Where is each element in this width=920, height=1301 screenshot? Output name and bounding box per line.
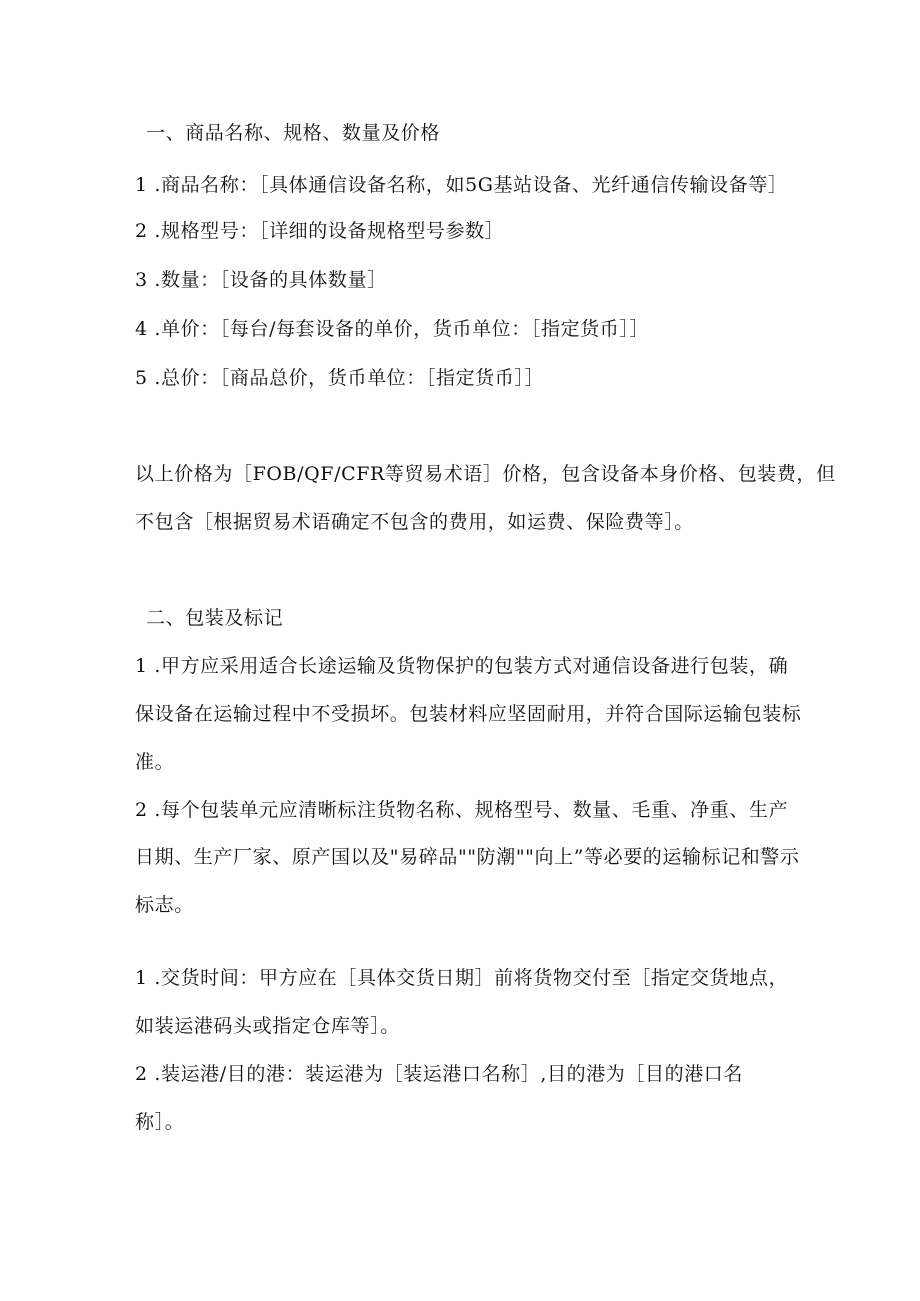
packing-item-2-line-1: 2 .每个包装单元应清晰标注货物名称、规格型号、数量、毛重、净重、生产 bbox=[135, 799, 789, 821]
item-spec-model: 2 .规格型号：［详细的设备规格型号参数］ bbox=[135, 220, 505, 242]
item-total-price: 5 .总价：［商品总价，货币单位：［指定货币］］ bbox=[135, 367, 545, 389]
delivery-item-1-line-2: 如装运港码头或指定仓库等］。 bbox=[135, 1015, 400, 1037]
item-quantity: 3 .数量：［设备的具体数量］ bbox=[135, 269, 387, 291]
delivery-item-2-line-2: 称］。 bbox=[135, 1111, 185, 1133]
price-note-line-1: 以上价格为［FOB/QF/CFR等贸易术语］价格，包含设备本身价格、包装费，但 bbox=[135, 463, 836, 485]
packing-item-1-line-3: 准。 bbox=[135, 751, 175, 773]
section-2-heading: 二、包装及标记 bbox=[146, 607, 284, 629]
item-unit-price: 4 .单价：［每台/每套设备的单价，货币单位：［指定货币］］ bbox=[135, 318, 650, 340]
packing-item-2-line-2: 日期、生产厂家、原产国以及"易碎品""防潮""向上”等必要的运输标记和警示 bbox=[135, 846, 800, 868]
price-note-line-2: 不包含［根据贸易术语确定不包含的费用，如运费、保险费等］。 bbox=[135, 511, 694, 533]
delivery-item-1-line-1: 1 .交货时间：甲方应在［具体交货日期］前将货物交付至［指定交货地点， bbox=[135, 967, 789, 989]
packing-item-2-line-3: 标志。 bbox=[135, 894, 194, 916]
packing-item-1-line-2: 保设备在运输过程中不受损坏。包装材料应坚固耐用，并符合国际运输包装标 bbox=[135, 703, 802, 725]
delivery-item-2-line-1: 2 .装运港/目的港：装运港为［装运港口名称］,目的港为［目的港口名 bbox=[135, 1063, 744, 1085]
item-product-name: 1 .商品名称：［具体通信设备名称，如5G基站设备、光纤通信传输设备等］ bbox=[135, 174, 788, 196]
section-1-heading: 一、商品名称、规格、数量及价格 bbox=[146, 122, 441, 144]
packing-item-1-line-1: 1 .甲方应采用适合长途运输及货物保护的包装方式对通信设备进行包装，确 bbox=[135, 655, 789, 677]
